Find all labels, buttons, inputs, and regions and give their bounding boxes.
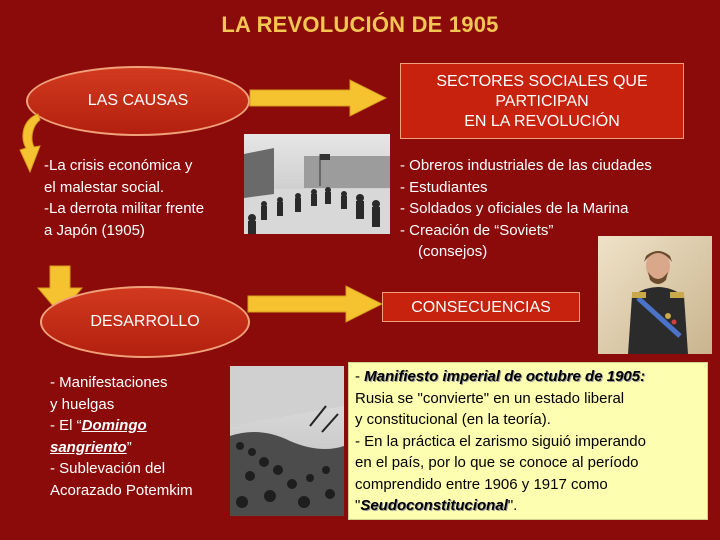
desarrollo-item-prefix: - El “ (50, 417, 82, 434)
desarrollo-item: - Sublevación del (50, 460, 166, 477)
consecuencias-quote-open: " (355, 497, 361, 514)
sangriento-emphasis: sangriento (50, 438, 127, 456)
arrow-causas-to-sectores (250, 80, 390, 120)
photo-crowd-winter-street (244, 134, 390, 234)
consecuencias-label: CONSECUENCIAS (411, 299, 551, 316)
sectores-item: - Obreros industriales de las ciudades (400, 157, 652, 174)
sectores-box (400, 63, 684, 139)
desarrollo-item: - Manifestaciones (50, 374, 168, 391)
causas-item: a Japón (1905) (44, 221, 145, 239)
consecuencias-line (355, 366, 701, 388)
sectores-item: (consejos) (418, 243, 488, 260)
causas-item: -La crisis económica y (44, 157, 193, 174)
causas-item: el malestar social. (44, 178, 165, 196)
desarrollo-label: DESARROLLO (90, 313, 200, 330)
consecuencias-line: - En la práctica el zarismo siguió imperando (355, 432, 646, 450)
portrait-tsar-nicholas-ii (598, 236, 712, 354)
consecuencias-line: comprendido entre 1906 y 1917 como (355, 475, 608, 493)
consecuencias-line: en el país, por lo que se conoce al período (355, 454, 639, 471)
consecuencias-box (382, 292, 580, 322)
desarrollo-item (50, 437, 193, 459)
arrow-desarrollo-to-consecuencias (248, 286, 388, 326)
photo-bloody-sunday-crowd (230, 366, 344, 516)
causas-ellipse (26, 66, 250, 136)
causas-label: LAS CAUSAS (87, 92, 189, 109)
consecuencias-line: Rusia se "convierte" en un estado liberal (355, 389, 625, 407)
causas-list (44, 155, 204, 241)
consecuencias-line (355, 495, 701, 517)
desarrollo-list (50, 372, 193, 501)
sectores-label-line: EN LA REVOLUCIÓN (464, 113, 620, 130)
sectores-item: - Estudiantes (400, 178, 488, 196)
seudoconstitucional-emphasis: Seudoconstitucional (360, 497, 508, 514)
manifiesto-emphasis: Manifiesto imperial de octubre de 1905: (364, 368, 646, 385)
desarrollo-item-suffix: ” (126, 438, 132, 456)
consecuencias-quote-close: ". (507, 497, 518, 514)
consecuencias-line: y constitucional (en la teoría). (355, 411, 551, 428)
sectores-label-line: PARTICIPAN (495, 93, 589, 110)
curved-arrow-down (16, 112, 46, 174)
desarrollo-item (50, 415, 193, 437)
causas-item: -La derrota militar frente (44, 200, 205, 217)
page-title: LA REVOLUCIÓN DE 1905 (221, 12, 499, 37)
desarrollo-item: y huelgas (50, 395, 115, 413)
sectores-item: - Soldados y oficiales de la Marina (400, 200, 629, 217)
sectores-item: - Creación de “Soviets” (400, 221, 554, 239)
desarrollo-item: Acorazado Potemkim (50, 481, 193, 499)
consecuencias-panel (348, 362, 708, 520)
consecuencias-prefix: - (355, 368, 365, 385)
desarrollo-ellipse (40, 286, 250, 358)
sectores-label-line: SECTORES SOCIALES QUE (436, 73, 648, 90)
domingo-emphasis: Domingo (81, 417, 147, 434)
